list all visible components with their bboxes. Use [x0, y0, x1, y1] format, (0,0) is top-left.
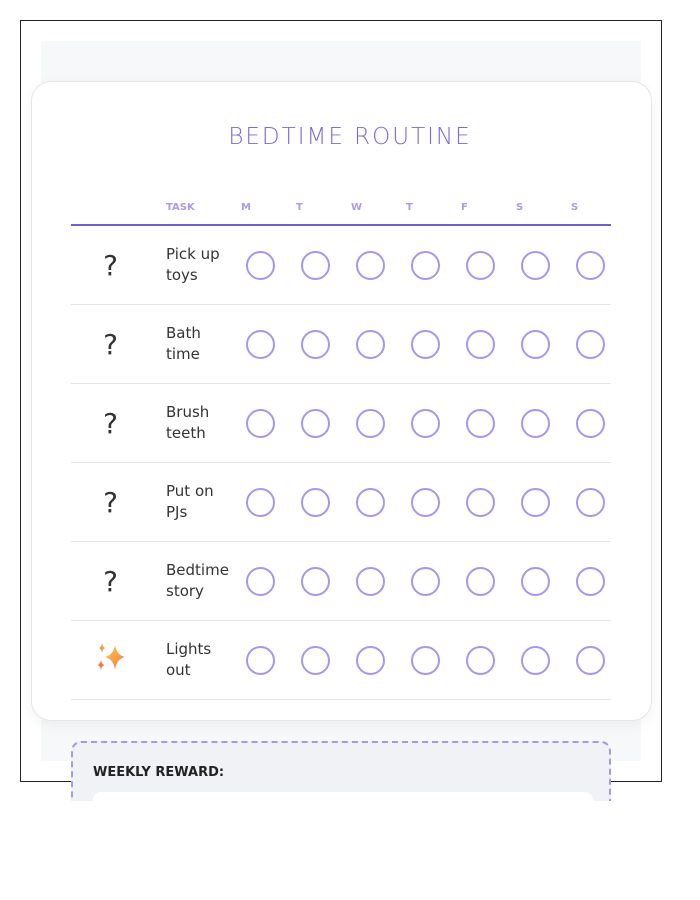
day-checkbox[interactable] [466, 567, 495, 596]
day-cell [508, 409, 563, 438]
day-cell [398, 567, 453, 596]
day-cell [563, 409, 618, 438]
day-checkbox[interactable] [246, 646, 275, 675]
day-checkbox[interactable] [301, 330, 330, 359]
table-row [71, 621, 611, 700]
day-cell [508, 488, 563, 517]
page-title: BEDTIME ROUTINE [228, 124, 472, 150]
day-checkbox[interactable] [521, 567, 550, 596]
day-checkbox[interactable] [411, 488, 440, 517]
task-label: Pick up toys [166, 245, 220, 284]
task-label: Lights out [166, 640, 212, 679]
day-checkbox[interactable] [576, 488, 605, 517]
task-label: Bath time [166, 324, 201, 363]
day-cell [563, 646, 618, 675]
task-icon: ? [103, 564, 118, 598]
day-cell [563, 488, 618, 517]
day-checkbox[interactable] [356, 488, 385, 517]
day-checkbox[interactable] [301, 567, 330, 596]
day-checkbox[interactable] [301, 409, 330, 438]
header-day: W [351, 201, 363, 213]
day-checkbox[interactable] [576, 567, 605, 596]
day-checkbox[interactable] [301, 646, 330, 675]
header-day: M [241, 201, 251, 213]
day-cell [288, 251, 343, 280]
day-checkbox[interactable] [521, 251, 550, 280]
day-cell [398, 646, 453, 675]
day-cell [233, 646, 288, 675]
day-checkbox[interactable] [576, 330, 605, 359]
routine-table [71, 190, 611, 700]
task-icon: ? [103, 248, 118, 282]
day-cell [453, 646, 508, 675]
day-cell [398, 330, 453, 359]
day-cell [398, 409, 453, 438]
day-cell [233, 409, 288, 438]
table-row [71, 305, 611, 384]
day-checkbox[interactable] [356, 251, 385, 280]
day-cell [343, 330, 398, 359]
header-task: TASK [166, 201, 195, 213]
day-cell [343, 409, 398, 438]
task-icon: ? [103, 327, 118, 361]
day-cell [288, 488, 343, 517]
day-checkbox[interactable] [411, 646, 440, 675]
day-checkbox[interactable] [411, 330, 440, 359]
day-cell [453, 330, 508, 359]
task-label: Bedtime story [166, 561, 229, 600]
weekly-reward-box [71, 741, 611, 801]
day-checkbox[interactable] [356, 567, 385, 596]
weekly-reward-label: WEEKLY REWARD: [93, 765, 225, 780]
day-cell [453, 251, 508, 280]
day-cell [508, 567, 563, 596]
day-checkbox[interactable] [246, 409, 275, 438]
day-cell [288, 409, 343, 438]
day-checkbox[interactable] [521, 488, 550, 517]
day-checkbox[interactable] [411, 409, 440, 438]
table-row [71, 226, 611, 305]
day-cell [453, 488, 508, 517]
day-cell [453, 409, 508, 438]
day-checkbox[interactable] [356, 409, 385, 438]
day-checkbox[interactable] [521, 330, 550, 359]
day-checkbox[interactable] [411, 251, 440, 280]
day-cell [563, 330, 618, 359]
day-cell [508, 251, 563, 280]
task-icon: ? [103, 485, 118, 519]
header-day: T [406, 201, 413, 213]
day-checkbox[interactable] [356, 330, 385, 359]
day-checkbox[interactable] [466, 488, 495, 517]
day-checkbox[interactable] [466, 646, 495, 675]
header-day: S [516, 201, 524, 213]
table-row [71, 384, 611, 463]
day-checkbox[interactable] [246, 567, 275, 596]
day-checkbox[interactable] [521, 646, 550, 675]
day-checkbox[interactable] [246, 488, 275, 517]
day-checkbox[interactable] [301, 488, 330, 517]
task-label: Put on PJs [166, 482, 214, 521]
weekly-reward-input[interactable] [93, 792, 593, 801]
day-cell [398, 251, 453, 280]
table-row [71, 542, 611, 621]
header-day: F [461, 201, 468, 213]
day-checkbox[interactable] [576, 251, 605, 280]
day-cell [453, 567, 508, 596]
day-checkbox[interactable] [466, 251, 495, 280]
day-cell [508, 646, 563, 675]
day-cell [563, 567, 618, 596]
task-icon: ? [103, 406, 118, 440]
day-cell [343, 488, 398, 517]
day-checkbox[interactable] [521, 409, 550, 438]
day-checkbox[interactable] [411, 567, 440, 596]
day-cell [233, 567, 288, 596]
day-checkbox[interactable] [356, 646, 385, 675]
day-cell [288, 330, 343, 359]
day-cell [343, 251, 398, 280]
day-checkbox[interactable] [246, 251, 275, 280]
day-checkbox[interactable] [576, 646, 605, 675]
day-cell [563, 251, 618, 280]
day-cell [288, 567, 343, 596]
day-checkbox[interactable] [576, 409, 605, 438]
day-cell [288, 646, 343, 675]
day-cell [233, 488, 288, 517]
task-label: Brush teeth [166, 403, 210, 442]
header-day: T [296, 201, 303, 213]
table-row [71, 463, 611, 542]
header-day: S [571, 201, 579, 213]
table-header [71, 190, 611, 226]
day-cell [508, 330, 563, 359]
day-cell [343, 567, 398, 596]
day-checkbox[interactable] [301, 251, 330, 280]
day-checkbox[interactable] [466, 330, 495, 359]
day-cell [233, 251, 288, 280]
day-cell [233, 330, 288, 359]
day-cell [398, 488, 453, 517]
day-checkbox[interactable] [466, 409, 495, 438]
day-checkbox[interactable] [246, 330, 275, 359]
day-cell [343, 646, 398, 675]
sparkles-icon [71, 640, 150, 681]
